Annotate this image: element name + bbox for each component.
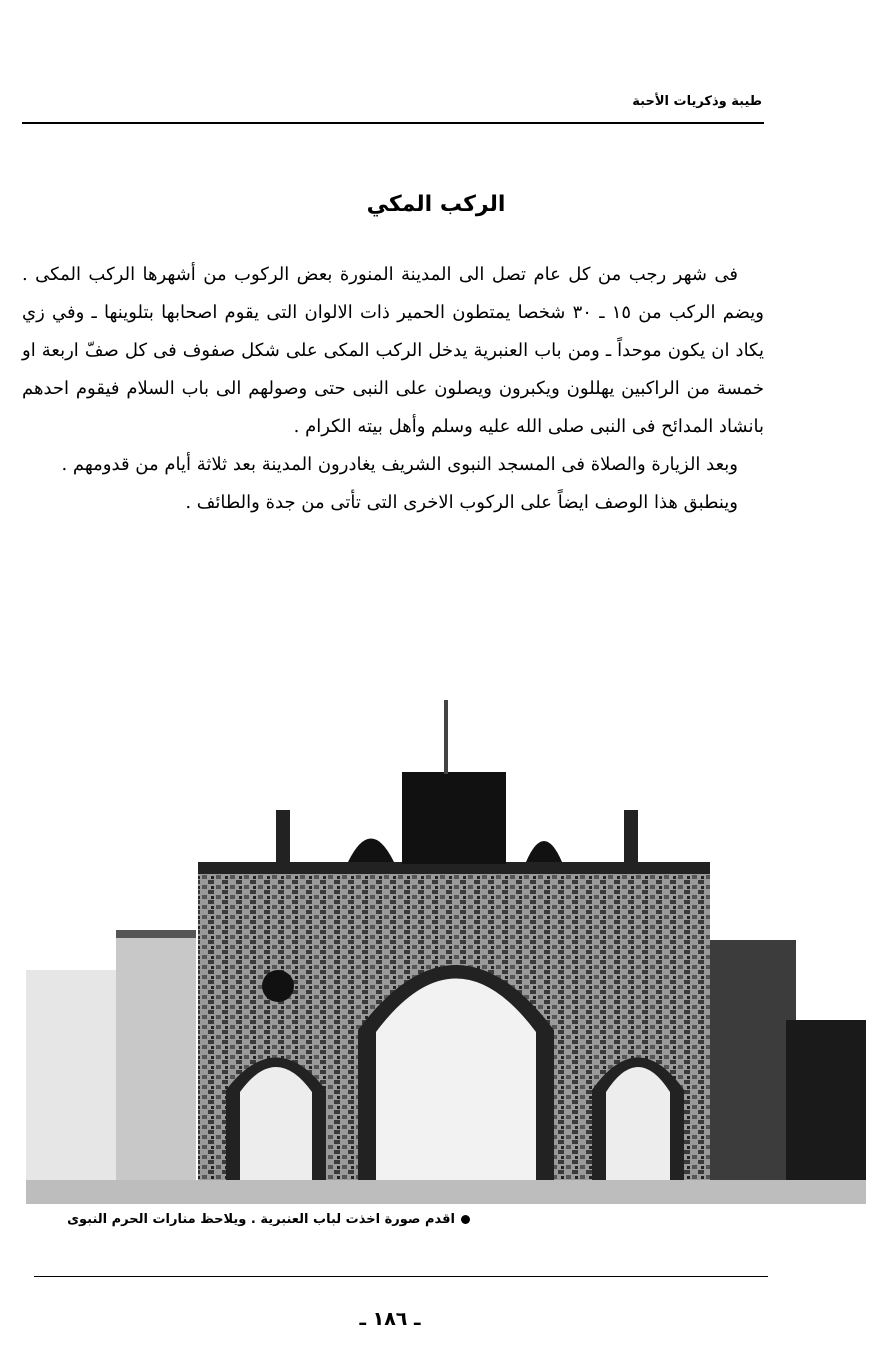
figure-caption [22,1212,470,1227]
paragraph-2: وبعد الزيارة والصلاة فى المسجد النبوى الشريف يغادرون المدينة بعد ثلاثة أيام من قدومهم . [61,454,738,475]
caption-text: اقدم صورة اخذت لباب العنبرية . ويلاحظ منارات الحرم النبوى [67,1212,455,1227]
header-rule [22,122,764,124]
footer-rule [34,1276,768,1277]
gate-photo-illustration [26,680,866,1204]
paragraph-3: وينطبق هذا الوصف ايضاً على الركوب الاخرى التى تأتى من جدة والطائف . [185,492,738,513]
paragraph-1: فى شهر رجب من كل عام تصل الى المدينة المنورة بعض الركوب من أشهرها الركب المكى . ويضم الركب من ١٥ ـ ٣٠ شخصا يمتطون الحمير ذات الالوان التى يقوم اصحابها بتلوينها ـ وفي زي يكاد ان يكون موحداً ـ ومن باب العنبرية يدخل الركب المكى على شكل صفوف فى كل صفّ اربعة او خمسة من الراكبين يهللون ويكبرون ويصلون على النبى حتى وصولهم الى باب السلام فيقوم احدهم بانشاد المدائح فى النبى صلى الله عليه وسلم وأهل بيته الكرام . [22,264,765,437]
bab-al-anbariya-photo [26,680,866,1204]
page-number: ـ ١٨٦ ـ [359,1308,421,1330]
page-title: الركب المكي [366,192,506,217]
article-body [22,256,764,522]
bullet-icon [461,1215,470,1224]
running-header: طيبة وذكريات الأحبة [632,94,762,109]
